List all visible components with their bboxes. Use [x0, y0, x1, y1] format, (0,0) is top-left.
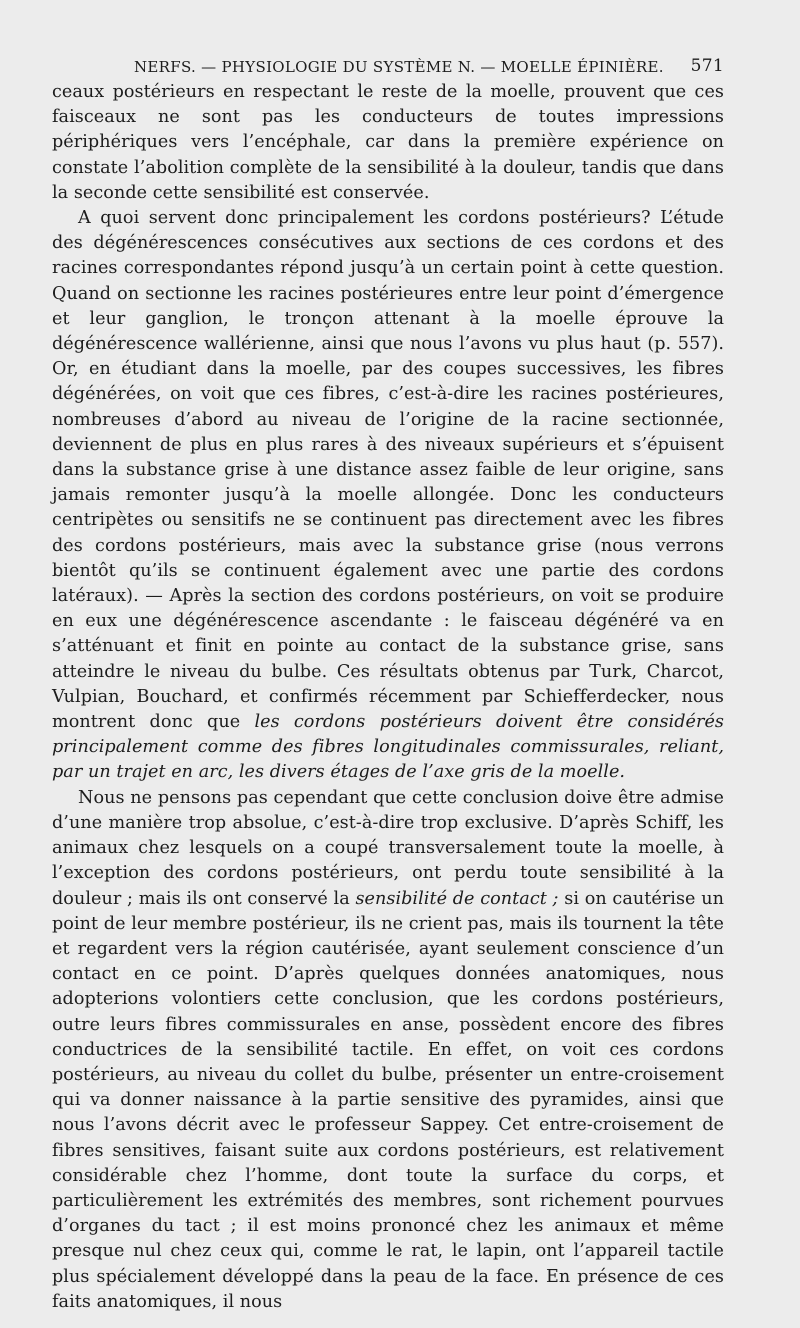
italic-conclusion: les cordons postérieurs doivent être considérés principalement comme des fibres longitudinales commissurales, reliant, par un trajet en arc, les divers étages de l’axe gris de la moelle.	[52, 712, 724, 783]
paragraph-text: Nous ne pensons pas cependant que cette conclusion doive être admise d’une manière trop absolue, c’est-à-dire trop exclusive. D’après Schiff, les animaux chez lesquels on a coupé transversalement toute la moelle, à l’exception des cordons postérieurs, ont perdu toute sensibilité à la douleur ; mais ils ont conservé la	[52, 787, 724, 909]
running-head-title: NERFS. — PHYSIOLOGIE DU SYSTÈME N. — MOELLE ÉPINIÈRE.	[134, 58, 664, 76]
paragraph-continuation	[52, 80, 724, 206]
body-text	[52, 80, 724, 1315]
italic-term: sensibilité de contact ;	[355, 888, 559, 909]
paragraph-text: ceaux postérieurs en respectant le reste de la moelle, prouvent que ces faisceaux ne sont pas les conducteurs de toutes impressions périphériques vers l’encéphale, car dans la première expérience on constate l’abolition complète de la sensibilité à la douleur, tandis que dans la seconde cette sensibilité est conservée.	[52, 82, 724, 203]
page-number: 571	[690, 56, 724, 76]
paragraph-text: A quoi servent donc principalement les cordons postérieurs? L’étude des dégénérescences consécutives aux sections de ces cordons et des racines correspondantes répond jusqu’à un certain point à cette question. Quand on sectionne les racines postérieures entre leur point d’émergence et leur ganglion, le tronçon attenant à la moelle éprouve la dégénérescence wallérienne, ainsi que nous l’avons vu plus haut (p. 557). Or, en étudiant dans la moelle, par des coupes successives, les fibres dégénérées, on voit que ces fibres, c’est-à-dire les racines postérieures, nombreuses d’abord au niveau de l’origine de la racine sectionnée, deviennent de plus en plus rares à des niveaux supérieurs et s’épuisent dans la substance grise à une distance assez faible de leur origine, sans jamais remonter jusqu’à la moelle allongée. Donc les conducteurs centripètes ou sensitifs ne se continuent pas directement avec les fibres des cordons postérieurs, mais avec la substance grise (nous verrons bientôt qu’ils se continuent également avec une partie des cordons latéraux). — Après la section des cordons postérieurs, on voit se produire en eux une dégénérescence ascendante : le faisceau dégénéré va en s’atténuant et finit en pointe au contact de la substance grise, sans atteindre le niveau du bulbe. Ces résultats obtenus par Turk, Charcot, Vulpian, Bouchard, et confirmés récemment par Schiefferdecker, nous montrent donc que	[52, 208, 724, 733]
running-head	[52, 44, 724, 74]
paragraph-text: si on cautérise un point de leur membre postérieur, ils ne crient pas, mais ils tournent la tête et regardent vers la région cautérisée, ayant seulement conscience d’un contact en ce point. D’après quelques données anatomiques, nous adopterions volontiers cette conclusion, que les cordons postérieurs, outre leurs fibres commissurales en anse, possèdent encore des fibres conductrices de la sensibilité tactile. En effet, on voit ces cordons postérieurs, au niveau du collet du bulbe, présenter un entre-croisement qui va donner naissance à la partie sensitive des pyramides, ainsi que nous l’avons décrit avec le professeur Sappey. Cet entre-croisement de fibres sensitives, faisant suite aux cordons postérieurs, est relativement considérable chez l’homme, dont toute la surface du corps, et particulièrement les extrémités des membres, sont richement pourvues d’organes du tact ; il est moins prononcé chez les animaux et même presque nul chez ceux qui, comme le rat, le lapin, ont l’appareil tactile plus spécialement développé dans la peau de la face. En présence de ces faits anatomiques, il nous	[52, 888, 724, 1312]
paragraph	[52, 786, 724, 1315]
paragraph	[52, 206, 724, 786]
